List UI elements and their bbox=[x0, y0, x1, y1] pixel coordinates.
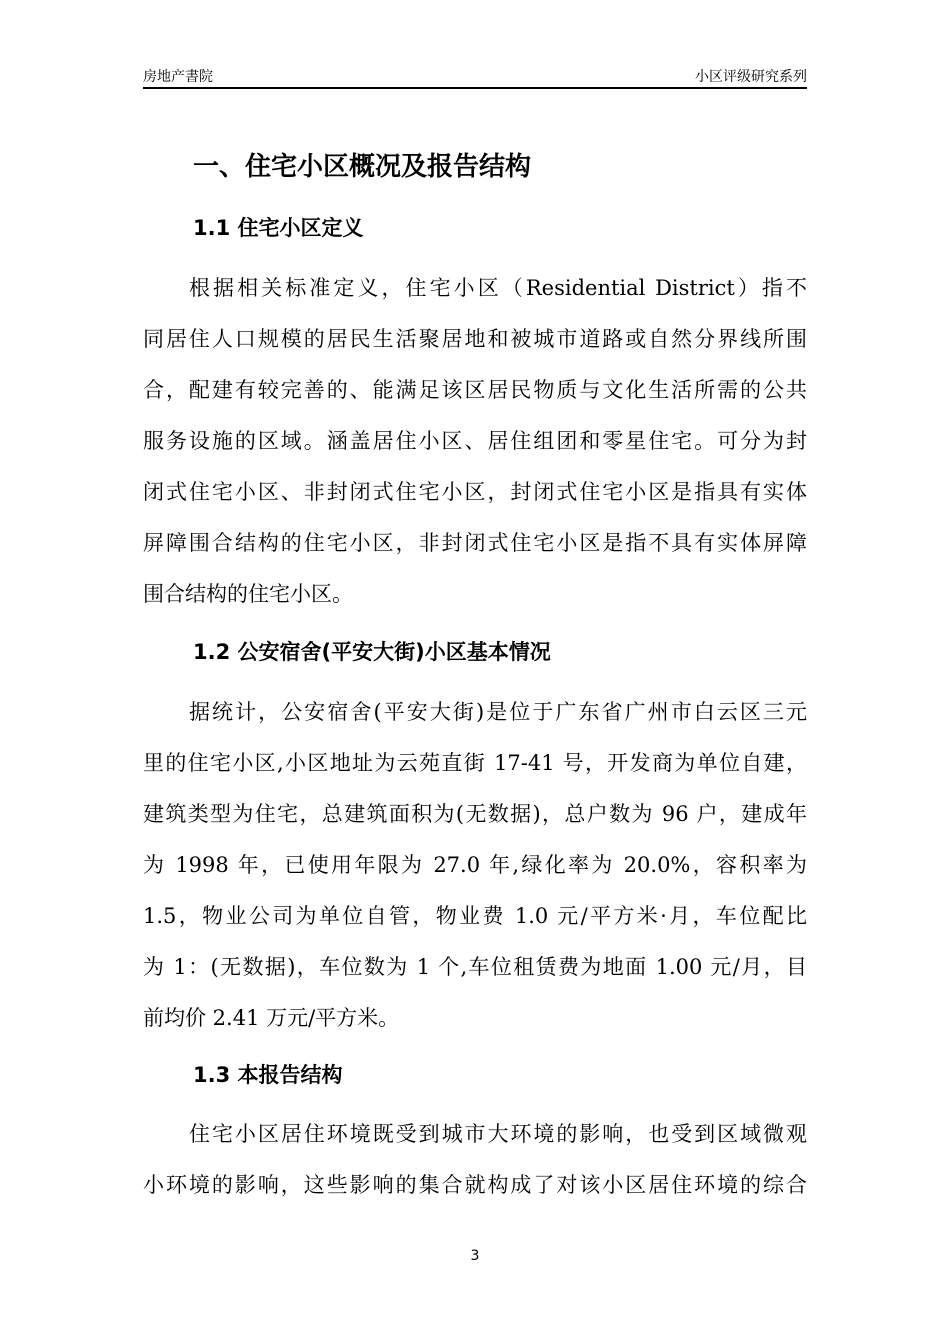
text-line: 前均价 2.41 万元/平方米。 bbox=[143, 1006, 400, 1030]
text-line: 1.5，物业公司为单位自管，物业费 1.0 元/平方米·月，车位配比 bbox=[143, 904, 807, 928]
text-line: 服务设施的区域。涵盖居住小区、居住组团和零星住宅。可分为封 bbox=[143, 429, 807, 453]
paragraph-definition bbox=[143, 263, 807, 620]
text-line: 里的住宅小区,小区地址为云苑直街 17-41 号，开发商为单位自建， bbox=[143, 751, 807, 775]
text-line: 建筑类型为住宅，总建筑面积为(无数据)，总户数为 96 户，建成年 bbox=[143, 802, 807, 826]
section-heading-1-1: 1.1 住宅小区定义 bbox=[193, 216, 364, 240]
text-line: 为 1：(无数据)，车位数为 1 个,车位租赁费为地面 1.00 元/月，目 bbox=[143, 955, 807, 979]
text-line: 合，配建有较完善的、能满足该区居民物质与文化生活所需的公共 bbox=[143, 378, 807, 402]
page-number: 3 bbox=[470, 1248, 480, 1264]
text-line: 屏障围合结构的住宅小区，非封闭式住宅小区是指不具有实体屏障 bbox=[143, 531, 807, 555]
header-left: 房地产書院 bbox=[143, 69, 213, 85]
text-line: 住宅小区居住环境既受到城市大环境的影响，也受到区域微观 bbox=[189, 1122, 807, 1146]
text-line: 闭式住宅小区、非封闭式住宅小区，封闭式住宅小区是指具有实体 bbox=[143, 480, 807, 504]
text-line: 根据相关标准定义，住宅小区（Residential District）指不 bbox=[189, 276, 807, 300]
text-line: 为 1998 年，已使用年限为 27.0 年,绿化率为 20.0%，容积率为 bbox=[143, 853, 807, 877]
header-right: 小区评级研究系列 bbox=[695, 69, 807, 85]
section-heading-1-3: 1.3 本报告结构 bbox=[193, 1063, 343, 1087]
header-rule bbox=[143, 87, 807, 89]
text-line: 小环境的影响，这些影响的集合就构成了对该小区居住环境的综合 bbox=[143, 1173, 807, 1197]
paragraph-basic-info bbox=[143, 687, 807, 1044]
chapter-title: 一、住宅小区概况及报告结构 bbox=[193, 152, 532, 182]
text-line: 据统计，公安宿舍(平安大街)是位于广东省广州市白云区三元 bbox=[189, 700, 807, 724]
section-heading-1-2: 1.2 公安宿舍(平安大街)小区基本情况 bbox=[193, 640, 551, 664]
text-line: 同居住人口规模的居民生活聚居地和被城市道路或自然分界线所围 bbox=[143, 327, 807, 351]
text-line: 围合结构的住宅小区。 bbox=[143, 582, 353, 606]
paragraph-report-structure bbox=[143, 1109, 807, 1211]
